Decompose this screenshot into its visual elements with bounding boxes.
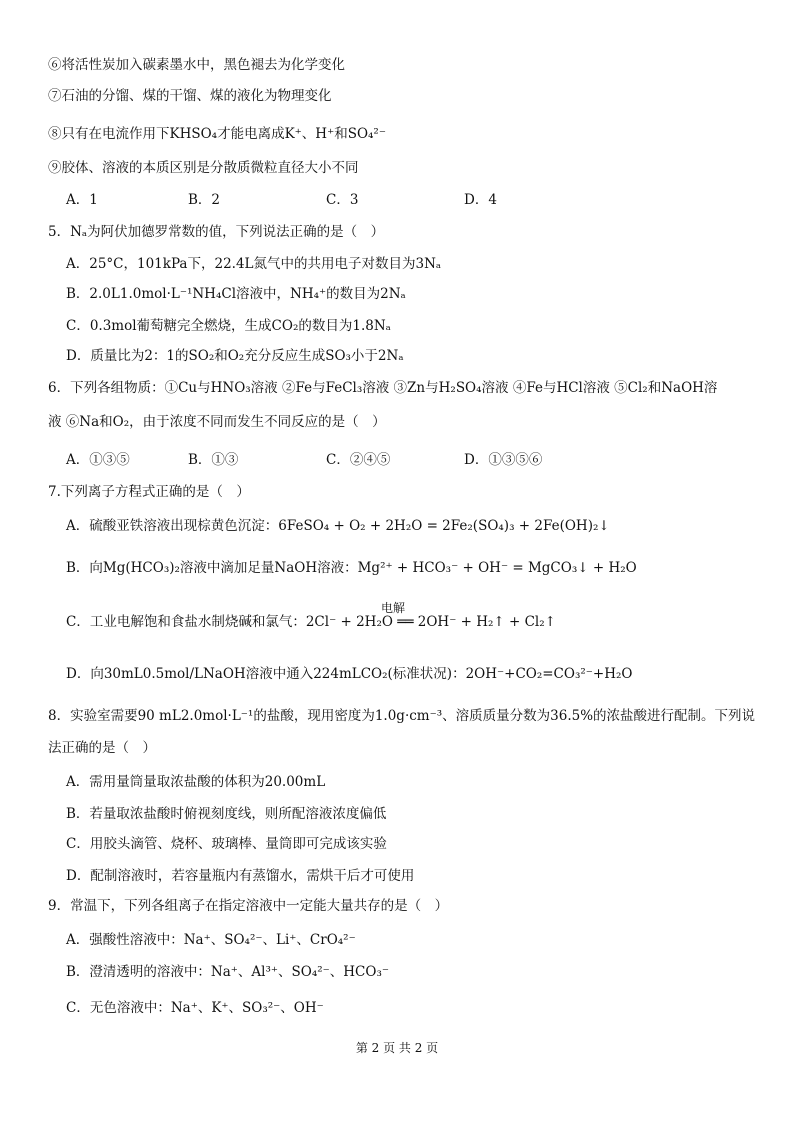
question-8-line1: 8．实验室需要90 mL2.0mol·L⁻¹的盐酸，现用密度为1.0g·cm⁻³、溶质质量分数为36.5%的浓盐酸进行配制。下列说 — [48, 708, 756, 724]
q7-option-c: C．工业电解饱和食盐水制烧碱和氯气：2Cl⁻ + 2H₂O ══ 2OH⁻ + H₂↑ + Cl₂↑ — [66, 614, 556, 630]
electrolysis-label: 电解 — [381, 601, 406, 615]
q9-option-c: C．无色溶液中：Na⁺、K⁺、SO₃²⁻、OH⁻ — [66, 1000, 324, 1016]
question-9: 9．常温下，下列各组离子在指定溶液中一定能大量共存的是（ ） — [48, 898, 449, 914]
q6-option-d: D．①③⑤⑥ — [464, 452, 543, 468]
question-6-line2: 液 ⑥Na和O₂，由于浓度不同而发生不同反应的是（ ） — [48, 414, 386, 430]
statement-9: ⑨胶体、溶液的本质区别是分散质微粒直径大小不同 — [48, 160, 359, 176]
q8-option-a: A．需用量筒量取浓盐酸的体积为20.00mL — [66, 774, 326, 790]
q4-option-b: B．2 — [188, 192, 221, 208]
page-number-footer: 第 2 页 共 2 页 — [355, 1041, 439, 1055]
q4-option-d: D．4 — [464, 192, 497, 208]
statement-8: ⑧只有在电流作用下KHSO₄才能电离成K⁺、H⁺和SO₄²⁻ — [48, 126, 386, 142]
q4-option-c: C．3 — [326, 192, 359, 208]
q9-option-b: B．澄清透明的溶液中：Na⁺、Al³⁺、SO₄²⁻、HCO₃⁻ — [66, 964, 389, 980]
q8-option-d: D．配制溶液时，若容量瓶内有蒸馏水，需烘干后才可使用 — [66, 868, 415, 884]
q8-option-c: C．用胶头滴管、烧杯、玻璃棒、量筒即可完成该实验 — [66, 836, 387, 852]
question-6-line1: 6．下列各组物质：①Cu与HNO₃溶液 ②Fe与FeCl₃溶液 ③Zn与H₂SO₄溶液 ④Fe与HCl溶液 ⑤Cl₂和NaOH溶 — [48, 380, 718, 396]
q7-option-a: A．硫酸亚铁溶液出现棕黄色沉淀：6FeSO₄ + O₂ + 2H₂O = 2Fe₂(SO₄)₃ + 2Fe(OH)₂↓ — [66, 518, 610, 534]
statement-7: ⑦石油的分馏、煤的干馏、煤的液化为物理变化 — [48, 88, 332, 104]
q6-option-b: B．①③ — [188, 452, 239, 468]
q8-option-b: B．若量取浓盐酸时俯视刻度线，则所配溶液浓度偏低 — [66, 806, 387, 822]
q6-option-a: A．①③⑤ — [66, 452, 130, 468]
question-8-line2: 法正确的是（ ） — [48, 740, 156, 756]
statement-6: ⑥将活性炭加入碳素墨水中，黑色褪去为化学变化 — [48, 57, 345, 73]
q5-option-d: D．质量比为2：1的SO₂和O₂充分反应生成SO₃小于2Nₐ — [66, 348, 404, 364]
q9-option-a: A．强酸性溶液中：Na⁺、SO₄²⁻、Li⁺、CrO₄²⁻ — [66, 932, 356, 948]
q7-option-d: D．向30mL0.5mol/LNaOH溶液中通入224mLCO₂(标准状况)：2OH⁻+CO₂=CO₃²⁻+H₂O — [66, 666, 633, 682]
q5-option-b: B．2.0L1.0mol·L⁻¹NH₄Cl溶液中，NH₄⁺的数目为2Nₐ — [66, 286, 406, 302]
q5-option-c: C．0.3mol葡萄糖完全燃烧，生成CO₂的数目为1.8Nₐ — [66, 318, 391, 334]
q7-option-b: B．向Mg(HCO₃)₂溶液中滴加足量NaOH溶液：Mg²⁺ + HCO₃⁻ + OH⁻ = MgCO₃↓ + H₂O — [66, 560, 637, 576]
q5-option-a: A．25°C，101kPa下，22.4L氮气中的共用电子对数目为3Nₐ — [66, 256, 442, 272]
question-5: 5．Nₐ为阿伏加德罗常数的值，下列说法正确的是（ ） — [48, 224, 385, 240]
q4-option-a: A．1 — [66, 192, 98, 208]
q6-option-c: C．②④⑤ — [326, 452, 391, 468]
question-7: 7.下列离子方程式正确的是（ ） — [48, 484, 250, 500]
